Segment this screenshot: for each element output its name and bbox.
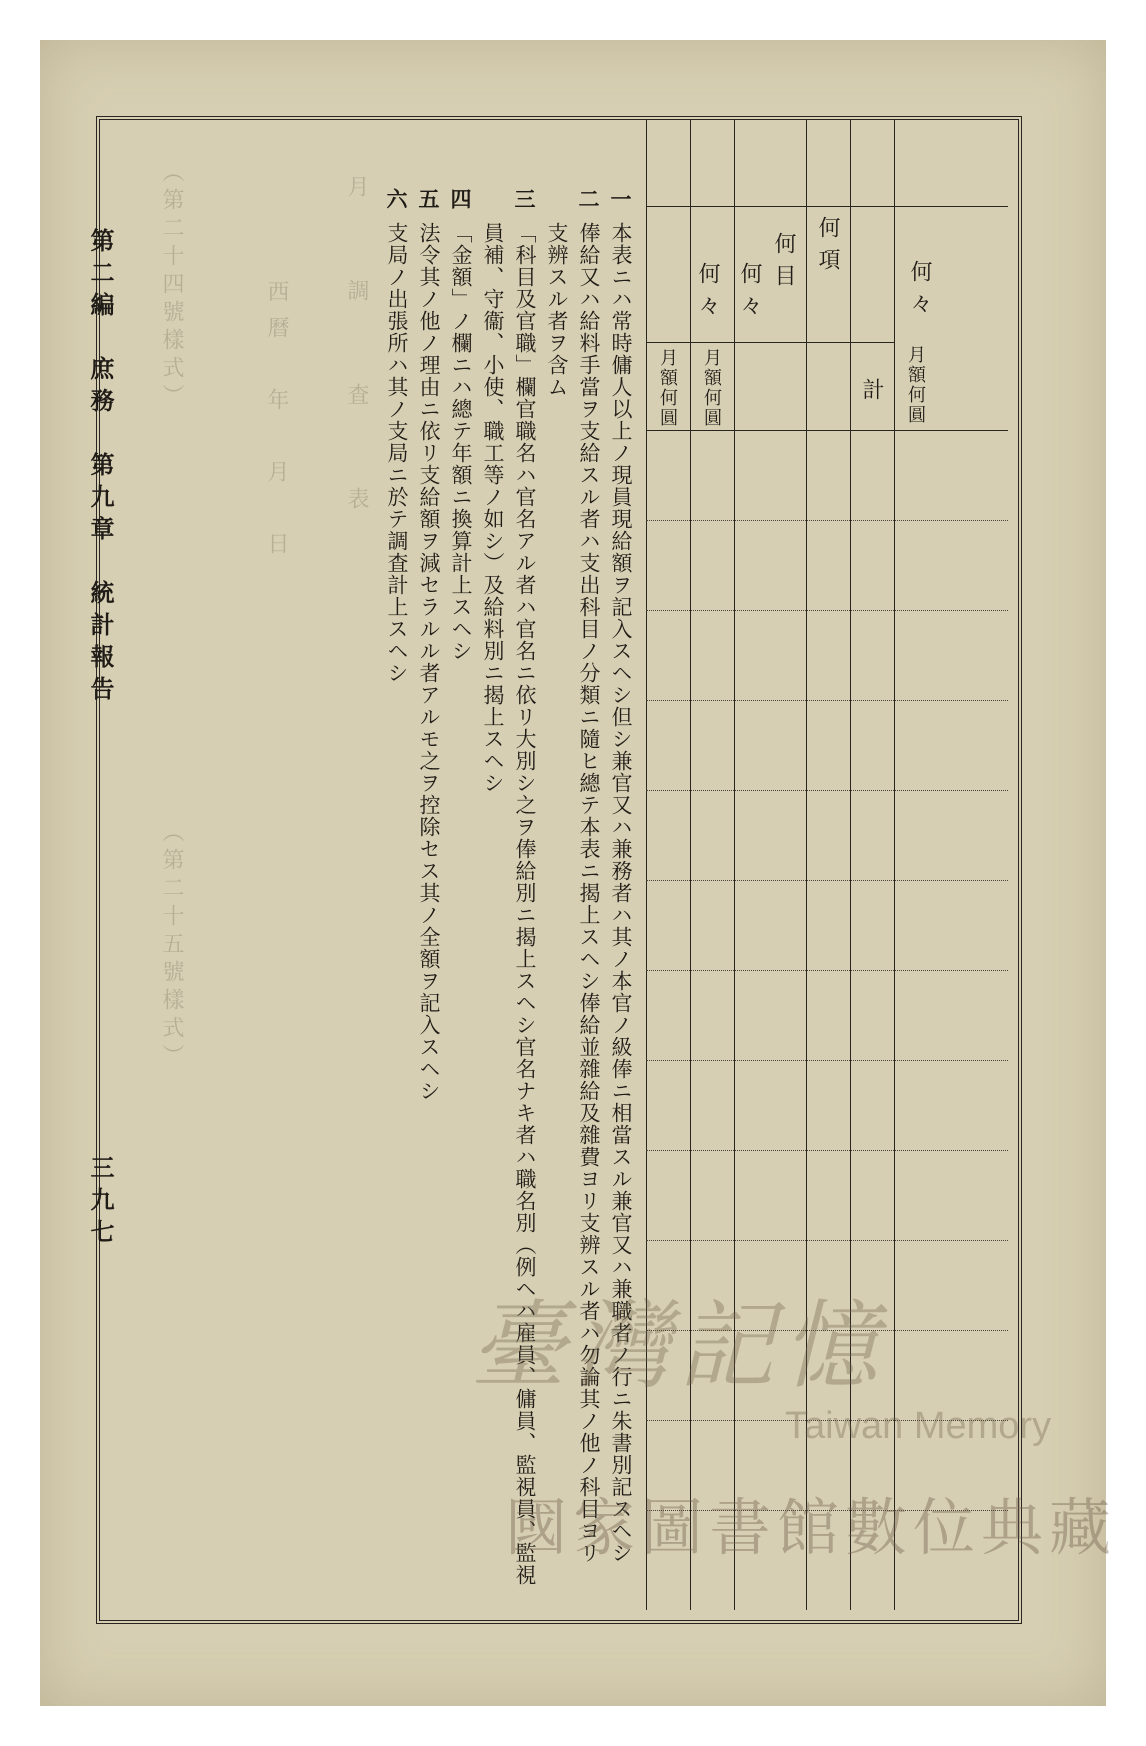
watermark-chinese: 國家圖書館數位典藏 [505, 1491, 1118, 1564]
note-6-text: 支局ノ出張所ハ其ノ支局ニ於テ調査計上スヘシ [385, 222, 409, 684]
header-top: 何々 [907, 260, 932, 324]
column-unit-a: 月額何圓 [701, 348, 722, 428]
note-5-number: 五 [416, 188, 441, 210]
bleed-through-text: （第二十四號樣式） [159, 160, 184, 412]
table-row-rule [646, 1060, 1008, 1061]
header-item: 何項 [815, 216, 840, 280]
table-row-rule [646, 880, 1008, 881]
table-row-rule [646, 790, 1008, 791]
table-divider [646, 206, 1008, 207]
table-row-rule [646, 520, 1008, 521]
watermark-seal: 臺灣記憶 [470, 1290, 886, 1402]
note-3-text: 「科目及官職」欄官職名ハ官名アル者ハ官名ニ依リ大別シ之ヲ俸給別ニ揭上スヘシ官名ナキ者ハ職名別（例ヘハ雇員、傭員、監視員、監視 [513, 222, 537, 1586]
header-sub: 何目 [771, 232, 796, 296]
table-divider [894, 120, 895, 1610]
table-row-rule [646, 970, 1008, 971]
note-2-number: 二 [576, 188, 601, 210]
note-3-number: 三 [512, 188, 537, 210]
bleed-through-text: 月 調 査 表 [344, 175, 369, 539]
bleed-through-text: 西曆 年 月 日 [264, 280, 289, 568]
bleed-through-text: （第二十五號樣式） [159, 820, 184, 1072]
note-2-text: 俸給又ハ給料手當ヲ支給スル者ハ支出科目ノ分類ニ隨ヒ總テ本表ニ揭上スヘシ俸給並雜給及雜費ヨリ支辨スル者ハ勿論其ノ他ノ科目ヨリ [577, 222, 601, 1564]
note-4-text: 「金額」ノ欄ニハ總テ年額ニ換算計上スヘシ [449, 222, 473, 662]
table-divider [646, 342, 894, 343]
table-row-rule [646, 1240, 1008, 1241]
note-4-number: 四 [448, 188, 473, 210]
note-1-number: 一 [608, 188, 633, 210]
note-1-text: 本表ニハ常時傭人以上ノ現員現給額ヲ記入スヘシ但シ兼官又ハ兼務者ハ其ノ本官ノ級俸ニ相當スル兼官又ハ兼職者ノ行ニ朱書別記スヘシ [609, 222, 633, 1564]
column-total: 計 [859, 378, 884, 402]
header-row1: 何々 [737, 262, 762, 326]
table-divider [646, 430, 1008, 431]
column-unit-b: 月額何圓 [657, 348, 678, 428]
watermark-english: Taiwan Memory [785, 1405, 1052, 1447]
table-row-rule [646, 1150, 1008, 1151]
note-3-continuation: 員補、守衞、小使、職工等ノ如シ）及給料別ニ揭上スヘシ [481, 222, 505, 794]
header-row2: 何々 [695, 262, 720, 326]
note-6-number: 六 [384, 188, 409, 210]
note-5-text: 法令其ノ他ノ理由ニ依リ支給額ヲ減セラルル者アルモ之ヲ控除セス其ノ全額ヲ記入スヘシ [417, 222, 441, 1102]
table-row-rule [646, 700, 1008, 701]
table-row-rule [646, 610, 1008, 611]
note-2-continuation: 支辨スル者ヲ含ム [545, 222, 569, 398]
running-footer: 第二編 庶務 第九章 統計報告 [86, 228, 115, 708]
page-number: 三九七 [86, 1155, 115, 1251]
column-unit-top: 月額何圓 [905, 345, 926, 425]
